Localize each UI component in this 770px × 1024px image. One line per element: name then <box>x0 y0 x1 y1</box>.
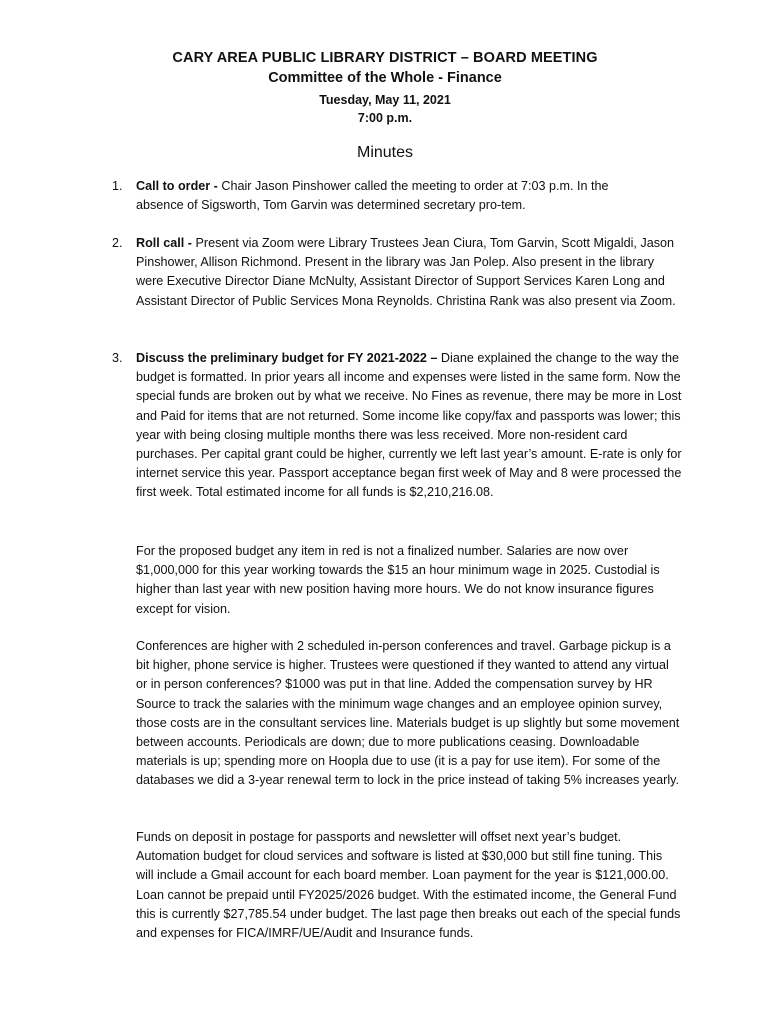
budget-paragraph-salaries: For the proposed budget any item in red is not a finalized number. Salaries are now over $1,000,000 for this year working towards the $15 an hour minimum wage in 2025. Custodial is higher than last year with new position having more hours. We do not know insurance figures except for vision. <box>136 544 660 616</box>
item-label: Call to order - <box>136 179 218 193</box>
agenda-item-call-to-order <box>112 177 682 215</box>
document-title: CARY AREA PUBLIC LIBRARY DISTRICT – BOARD MEETING <box>172 50 598 66</box>
item-label: Roll call - <box>136 236 192 250</box>
item-text: Chair Jason Pinshower called the meeting to order at 7:03 p.m. In the absence of Sigsworth, Tom Garvin was determined secretary pro-tem. <box>136 179 609 213</box>
meeting-date: Tuesday, May 11, 2021 <box>319 93 451 107</box>
item-label: Discuss the preliminary budget for FY 2021-2022 – <box>136 351 438 365</box>
item-number: 2. <box>112 236 123 250</box>
budget-paragraph-conferences: Conferences are higher with 2 scheduled in-person conferences and travel. Garbage pickup is a bit higher, phone service is higher. Trustees were questioned if they wanted to attend any virtual or in person conferences? $1000 was put in that line. Added the compensation survey by HR Source to track the salaries with the minimum wage changes and an employee opinion survey, those costs are in the consultant services line. Materials budget is up slightly but some movement between accounts. Periodicals are down; due to more publications ceasing. Downloadable materials is up; spending more on Hoopla due to use (it is a pay for use item). For some of the databases we did a 3-year renewal term to lock in the price instead of taking 5% increases yearly. <box>136 639 680 788</box>
meeting-time: 7:00 p.m. <box>357 111 413 125</box>
budget-paragraph-funds: Funds on deposit in postage for passports and newsletter will offset next year’s budget. Automation budget for cloud services and software is listed at $30,000 but still fine tuning. This will include a Gmail account for each board member. Loan payment for the year is $121,000.00. Loan cannot be prepaid until FY2025/2026 budget. With the estimated income, the General Fund this is currently $27,785.54 under budget. The last page then breaks out each of the special funds and expenses for FICA/IMRF/UE/Audit and Insurance funds. <box>136 830 681 941</box>
agenda-item-preliminary-budget <box>112 349 682 503</box>
agenda-item-roll-call <box>112 234 682 311</box>
section-heading: Minutes <box>356 144 414 161</box>
item-text: Present via Zoom were Library Trustees Jean Ciura, Tom Garvin, Scott Migaldi, Jason Pinshower, Allison Richmond. Present in the library was Jan Polep. Also present in the library were Executive Director Diane McNulty, Assistant Director of Support Services Karen Long and Assistant Director of Public Services Mona Reynolds. Christina Rank was also present via Zoom. <box>136 236 676 308</box>
document-subtitle: Committee of the Whole - Finance <box>268 70 502 86</box>
item-text: Diane explained the change to the way the budget is formatted. In prior years all income and expenses were listed in the same form. Now the special funds are broken out by what we receive. No Fines as revenue, there may be more in Lost and Paid for items that are not returned. Some income like copy/fax and passports was lower; this year with being closing multiple months there was less received. More non-resident card purchases. Per capital grant could be higher, currently we left last year’s amount. E-rate is only for internet service this year. Passport acceptance began first week of May and 8 were processed the first week. Total estimated income for all funds is $2,210,216.08. <box>136 351 682 500</box>
item-number: 1. <box>112 179 123 193</box>
item-number: 3. <box>112 351 123 365</box>
